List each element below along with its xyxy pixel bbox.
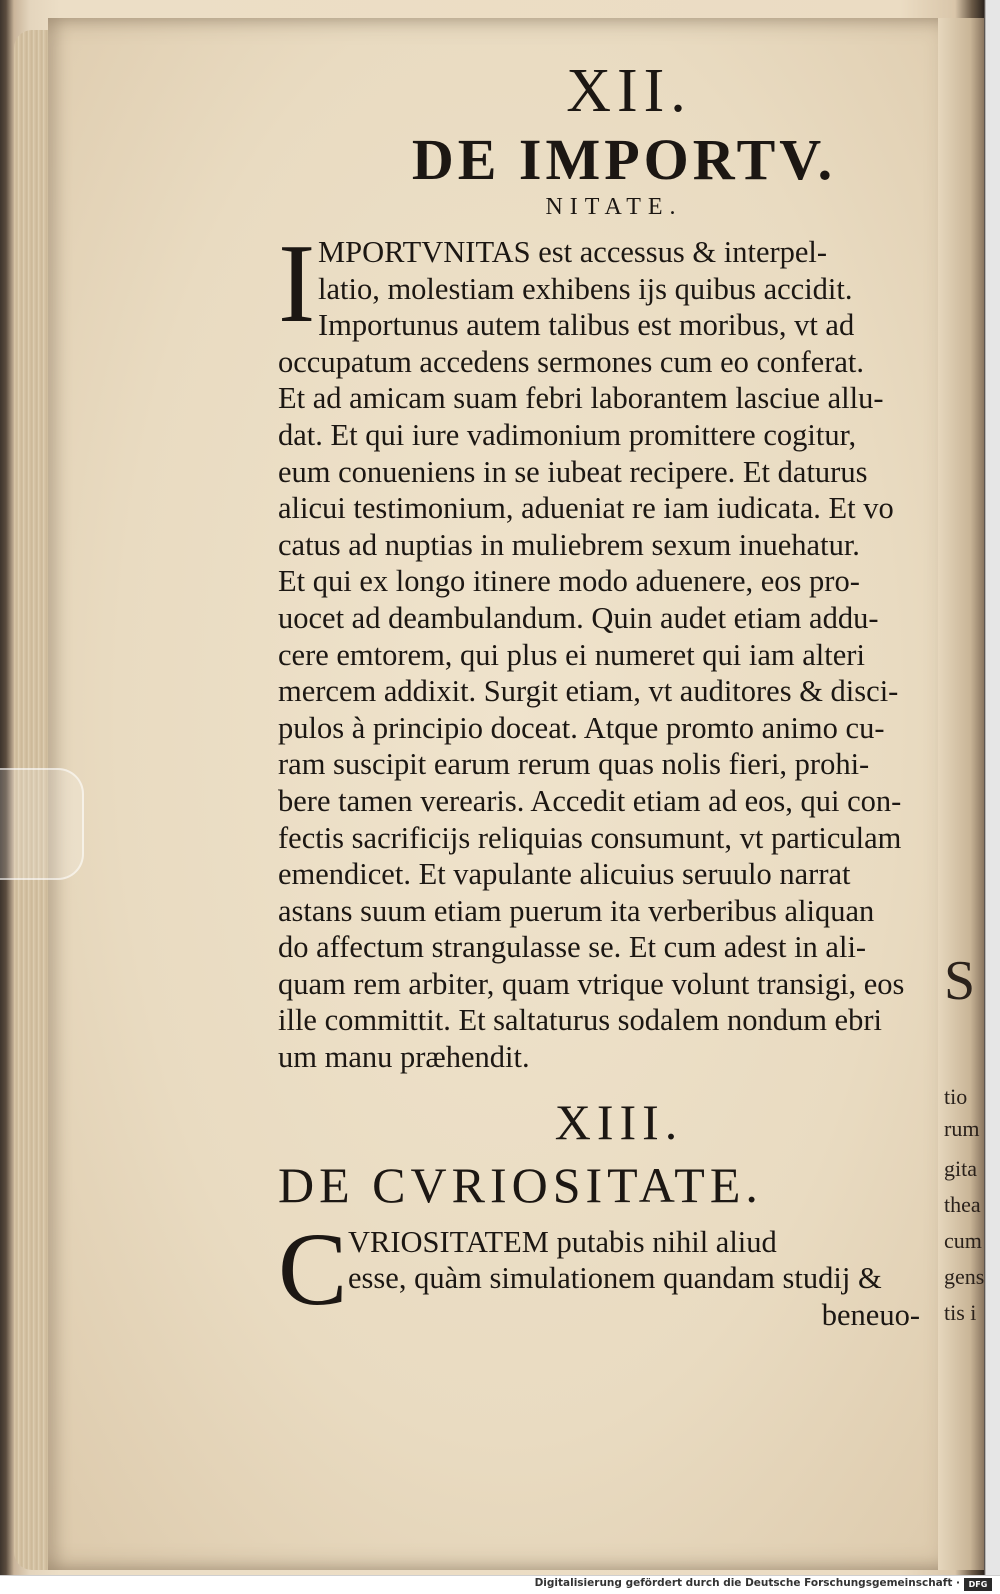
drop-cap: I: [278, 222, 316, 346]
text-line: cere emtorem, qui plus ei numeret qui iam alteri: [278, 637, 865, 672]
chapter-body: [278, 222, 920, 1076]
margin-fragment: cum: [944, 1228, 982, 1253]
chapter-title-continuation: NITATE.: [545, 194, 683, 220]
catchword: beneuo-: [821, 1297, 920, 1332]
margin-fragment: gita: [944, 1156, 977, 1181]
chapter-number: XIII.: [554, 1093, 684, 1150]
text-line: eum conueniens in se iubeat recipere. Et daturus: [278, 454, 868, 489]
text-line: emendicet. Et vapulante alicuius seruulo narrat: [278, 857, 851, 892]
chapter-title: DE IMPORTV.: [411, 127, 837, 192]
footer-bar: [0, 1575, 1000, 1594]
text-line: quam rem arbiter, quam vtrique volunt transigi, eos: [278, 966, 905, 1001]
text-line: MPORTVNITAS est accessus & interpel-: [318, 235, 828, 269]
text-line: esse, quàm simulationem quandam studij &: [348, 1261, 882, 1296]
text-line: alicui testimonium, adueniat re iam iudicata. Et vo: [278, 491, 894, 526]
text-line: pulos à principio doceat. Atque promto animo cu-: [278, 710, 885, 745]
page-clip: [0, 768, 84, 880]
text-line: catus ad nuptias in muliebrem sexum inuehatur.: [278, 527, 860, 562]
chapter-body: [278, 1211, 920, 1334]
text-line: latio, molestiam exhibens ijs quibus accidit.: [318, 271, 853, 306]
text-line: Et qui ex longo itinere modo aduenere, eos pro-: [278, 564, 860, 599]
text-line: mercem addixit. Surgit etiam, vt auditores & disci-: [278, 674, 899, 709]
text-line: ille committit. Et saltaturus sodalem nondum ebri: [278, 1003, 882, 1038]
text-line: astans suum etiam puerum ita verberibus aliquan: [278, 893, 875, 928]
text-line: um manu præhendit.: [278, 1040, 530, 1075]
text-line: Importunus autem talibus est moribus, vt ad: [318, 308, 855, 343]
margin-fragment: tio: [944, 1084, 968, 1109]
dfg-logo: DFG: [964, 1578, 992, 1591]
margin-fragment: gens: [944, 1264, 984, 1289]
chapter-number: XII.: [566, 57, 692, 125]
text-line: fectis sacrificijs reliquias consumunt, vt particulam: [278, 820, 902, 855]
text-line: VRIOSITATEM putabis nihil aliud: [348, 1224, 777, 1259]
text-line: bere tamen verearis. Accedit etiam ad eos, qui con-: [278, 783, 902, 818]
text-line: Et ad amicam suam febri laborantem lasciue allu-: [278, 381, 884, 416]
footer-credit: Digitalisierung gefördert durch die Deutsche Forschungsgemeinschaft ·: [534, 1577, 960, 1589]
drop-cap: C: [278, 1211, 348, 1327]
text-column: [278, 58, 920, 1333]
chapter-title: DE CVRIOSITATE.: [278, 1156, 763, 1213]
margin-fragment: rum: [944, 1116, 980, 1141]
text-line: ram suscipit earum rerum quas nolis fieri, prohi-: [278, 747, 870, 782]
text-line: do affectum strangulasse se. Et cum adest in ali-: [278, 930, 867, 965]
text-line: uocet ad deambulandum. Quin audet etiam addu-: [278, 600, 879, 635]
facing-page-strip: [938, 18, 984, 1570]
margin-fragment: tis i: [944, 1300, 977, 1325]
margin-fragment: S: [944, 950, 976, 1012]
text-line: occupatum accedens sermones cum eo conferat.: [278, 344, 865, 379]
text-line: dat. Et qui iure vadimonium promittere cogitur,: [278, 417, 857, 452]
margin-fragment: thea: [944, 1192, 981, 1217]
